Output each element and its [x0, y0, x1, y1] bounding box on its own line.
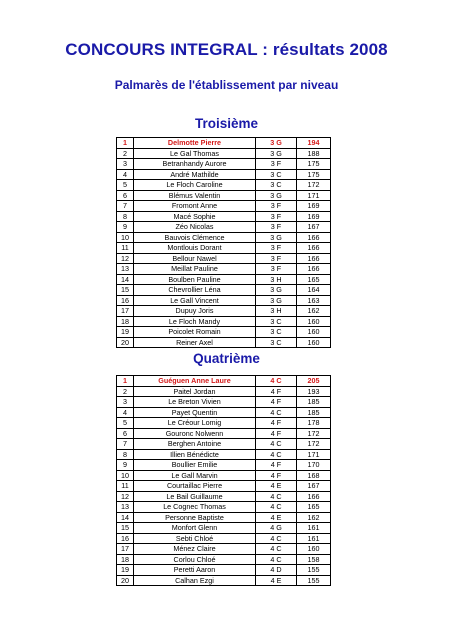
- rank-cell: 14: [117, 274, 134, 285]
- student-name-cell: Sebti Chloé: [134, 533, 256, 544]
- table-row: [117, 386, 331, 397]
- class-cell: 3 F: [256, 201, 297, 212]
- rank-cell: 13: [117, 502, 134, 513]
- class-cell: 4 C: [256, 449, 297, 460]
- table-row: [117, 523, 331, 534]
- score-cell: 185: [297, 397, 331, 408]
- table-row: [117, 211, 331, 222]
- student-name-cell: Meillat Pauline: [134, 264, 256, 275]
- student-name-cell: Poicolet Romain: [134, 327, 256, 338]
- rank-cell: 1: [117, 376, 134, 387]
- table-row: [117, 295, 331, 306]
- student-name-cell: Le Gall Vincent: [134, 295, 256, 306]
- rank-cell: 12: [117, 253, 134, 264]
- table-row: [117, 180, 331, 191]
- class-cell: 4 C: [256, 502, 297, 513]
- student-name-cell: Bauvois Clémence: [134, 232, 256, 243]
- rank-cell: 4: [117, 407, 134, 418]
- score-cell: 158: [297, 554, 331, 565]
- student-name-cell: Le Créour Lomig: [134, 418, 256, 429]
- student-name-cell: Peretti Aaron: [134, 565, 256, 576]
- student-name-cell: Betranhandy Aurore: [134, 159, 256, 170]
- class-cell: 4 F: [256, 428, 297, 439]
- score-cell: 194: [297, 138, 331, 149]
- results-table-quatrieme: [116, 375, 331, 586]
- rank-cell: 1: [117, 138, 134, 149]
- rank-cell: 18: [117, 316, 134, 327]
- student-name-cell: Payet Quentin: [134, 407, 256, 418]
- class-cell: 3 F: [256, 211, 297, 222]
- rank-cell: 18: [117, 554, 134, 565]
- class-cell: 4 E: [256, 481, 297, 492]
- rank-cell: 19: [117, 327, 134, 338]
- table-row: [117, 397, 331, 408]
- results-table-troisieme: [116, 137, 331, 348]
- table-row: [117, 565, 331, 576]
- class-cell: 4 F: [256, 460, 297, 471]
- rank-cell: 7: [117, 201, 134, 212]
- student-name-cell: Illien Bénédicte: [134, 449, 256, 460]
- class-cell: 3 H: [256, 274, 297, 285]
- rank-cell: 16: [117, 533, 134, 544]
- score-cell: 172: [297, 428, 331, 439]
- class-cell: 3 F: [256, 222, 297, 233]
- table-row: [117, 449, 331, 460]
- table-row: [117, 264, 331, 275]
- table-row: [117, 428, 331, 439]
- class-cell: 3 G: [256, 190, 297, 201]
- student-name-cell: Ménez Claire: [134, 544, 256, 555]
- rank-cell: 6: [117, 190, 134, 201]
- score-cell: 161: [297, 523, 331, 534]
- class-cell: 3 G: [256, 285, 297, 296]
- score-cell: 160: [297, 327, 331, 338]
- class-cell: 4 C: [256, 407, 297, 418]
- score-cell: 175: [297, 169, 331, 180]
- score-cell: 165: [297, 502, 331, 513]
- class-cell: 4 C: [256, 554, 297, 565]
- table-row: [117, 253, 331, 264]
- page-subtitle: Palmarès de l'établissement par niveau: [114, 78, 339, 92]
- score-cell: 167: [297, 481, 331, 492]
- class-cell: 4 F: [256, 470, 297, 481]
- score-cell: 185: [297, 407, 331, 418]
- class-cell: 4 E: [256, 512, 297, 523]
- score-cell: 162: [297, 306, 331, 317]
- score-cell: 171: [297, 449, 331, 460]
- rank-cell: 11: [117, 481, 134, 492]
- rank-cell: 12: [117, 491, 134, 502]
- score-cell: 162: [297, 512, 331, 523]
- score-cell: 171: [297, 190, 331, 201]
- class-cell: 4 C: [256, 376, 297, 387]
- page-title: CONCOURS INTEGRAL : résultats 2008: [65, 40, 388, 59]
- rank-cell: 2: [117, 148, 134, 159]
- score-cell: 193: [297, 386, 331, 397]
- table-row: [117, 481, 331, 492]
- student-name-cell: Macé Sophie: [134, 211, 256, 222]
- score-cell: 166: [297, 232, 331, 243]
- class-cell: 3 C: [256, 337, 297, 348]
- student-name-cell: Berghen Antoine: [134, 439, 256, 450]
- rank-cell: 7: [117, 439, 134, 450]
- score-cell: 175: [297, 159, 331, 170]
- student-name-cell: Zéo Nicolas: [134, 222, 256, 233]
- score-cell: 188: [297, 148, 331, 159]
- student-name-cell: Delmotte Pierre: [134, 138, 256, 149]
- score-cell: 155: [297, 565, 331, 576]
- score-cell: 166: [297, 264, 331, 275]
- student-name-cell: Le Gall Marvin: [134, 470, 256, 481]
- score-cell: 170: [297, 460, 331, 471]
- student-name-cell: Montlouis Dorant: [134, 243, 256, 254]
- class-cell: 3 C: [256, 316, 297, 327]
- student-name-cell: Fromont Anne: [134, 201, 256, 212]
- score-cell: 172: [297, 180, 331, 191]
- class-cell: 3 F: [256, 159, 297, 170]
- table-row: [117, 201, 331, 212]
- table-row: [117, 376, 331, 387]
- table-row: [117, 169, 331, 180]
- table-row: [117, 274, 331, 285]
- student-name-cell: Boulben Pauline: [134, 274, 256, 285]
- table-row: [117, 148, 331, 159]
- table-row: [117, 337, 331, 348]
- student-name-cell: Le Floch Mandy: [134, 316, 256, 327]
- score-cell: 160: [297, 544, 331, 555]
- table-row: [117, 159, 331, 170]
- table-row: [117, 243, 331, 254]
- table-row: [117, 554, 331, 565]
- table-row: [117, 190, 331, 201]
- score-cell: 165: [297, 274, 331, 285]
- rank-cell: 16: [117, 295, 134, 306]
- class-cell: 4 D: [256, 565, 297, 576]
- class-cell: 4 C: [256, 544, 297, 555]
- rank-cell: 13: [117, 264, 134, 275]
- class-cell: 3 F: [256, 264, 297, 275]
- student-name-cell: Monfort Glenn: [134, 523, 256, 534]
- table-row: [117, 138, 331, 149]
- rank-cell: 20: [117, 337, 134, 348]
- rank-cell: 8: [117, 449, 134, 460]
- rank-cell: 4: [117, 169, 134, 180]
- score-cell: 178: [297, 418, 331, 429]
- class-cell: 4 E: [256, 575, 297, 586]
- student-name-cell: Personne Baptiste: [134, 512, 256, 523]
- rank-cell: 2: [117, 386, 134, 397]
- rank-cell: 10: [117, 232, 134, 243]
- score-cell: 172: [297, 439, 331, 450]
- student-name-cell: Le Cognec Thomas: [134, 502, 256, 513]
- table-row: [117, 470, 331, 481]
- score-cell: 166: [297, 243, 331, 254]
- student-name-cell: Courtaillac Pierre: [134, 481, 256, 492]
- class-cell: 4 C: [256, 491, 297, 502]
- score-cell: 161: [297, 533, 331, 544]
- class-cell: 3 F: [256, 243, 297, 254]
- class-cell: 3 G: [256, 295, 297, 306]
- student-name-cell: Le Gal Thomas: [134, 148, 256, 159]
- rank-cell: 9: [117, 460, 134, 471]
- class-cell: 4 C: [256, 533, 297, 544]
- student-name-cell: Paitel Jordan: [134, 386, 256, 397]
- table-row: [117, 533, 331, 544]
- student-name-cell: Chevrollier Léna: [134, 285, 256, 296]
- rank-cell: 3: [117, 397, 134, 408]
- rank-cell: 17: [117, 306, 134, 317]
- score-cell: 164: [297, 285, 331, 296]
- rank-cell: 15: [117, 285, 134, 296]
- score-cell: 166: [297, 491, 331, 502]
- class-cell: 3 C: [256, 180, 297, 191]
- score-cell: 168: [297, 470, 331, 481]
- class-cell: 3 C: [256, 169, 297, 180]
- rank-cell: 20: [117, 575, 134, 586]
- student-name-cell: Blémus Valentin: [134, 190, 256, 201]
- student-name-cell: Guéguen Anne Laure: [134, 376, 256, 387]
- student-name-cell: Reiner Axel: [134, 337, 256, 348]
- student-name-cell: André Mathilde: [134, 169, 256, 180]
- rank-cell: 6: [117, 428, 134, 439]
- student-name-cell: Le Floch Caroline: [134, 180, 256, 191]
- student-name-cell: Calhan Ezgi: [134, 575, 256, 586]
- table-row: [117, 575, 331, 586]
- section-heading-troisieme: Troisième: [194, 116, 259, 131]
- class-cell: 4 F: [256, 386, 297, 397]
- rank-cell: 14: [117, 512, 134, 523]
- score-cell: 205: [297, 376, 331, 387]
- table-row: [117, 232, 331, 243]
- table-row: [117, 306, 331, 317]
- student-name-cell: Corlou Chloé: [134, 554, 256, 565]
- student-name-cell: Le Bail Guillaume: [134, 491, 256, 502]
- score-cell: 166: [297, 253, 331, 264]
- score-cell: 160: [297, 316, 331, 327]
- rank-cell: 8: [117, 211, 134, 222]
- table-row: [117, 512, 331, 523]
- class-cell: 3 G: [256, 148, 297, 159]
- table-row: [117, 544, 331, 555]
- table-row: [117, 407, 331, 418]
- score-cell: 169: [297, 201, 331, 212]
- rank-cell: 15: [117, 523, 134, 534]
- student-name-cell: Gouronc Nolwenn: [134, 428, 256, 439]
- rank-cell: 19: [117, 565, 134, 576]
- class-cell: 3 F: [256, 253, 297, 264]
- student-name-cell: Boullier Emilie: [134, 460, 256, 471]
- class-cell: 3 G: [256, 232, 297, 243]
- rank-cell: 11: [117, 243, 134, 254]
- table-row: [117, 491, 331, 502]
- table-row: [117, 285, 331, 296]
- class-cell: 3 C: [256, 327, 297, 338]
- rank-cell: 9: [117, 222, 134, 233]
- rank-cell: 5: [117, 418, 134, 429]
- table-row: [117, 327, 331, 338]
- class-cell: 4 C: [256, 439, 297, 450]
- score-cell: 160: [297, 337, 331, 348]
- score-cell: 155: [297, 575, 331, 586]
- table-row: [117, 439, 331, 450]
- table-row: [117, 502, 331, 513]
- table-row: [117, 460, 331, 471]
- student-name-cell: Le Breton Vivien: [134, 397, 256, 408]
- rank-cell: 10: [117, 470, 134, 481]
- class-cell: 4 G: [256, 523, 297, 534]
- class-cell: 3 G: [256, 138, 297, 149]
- class-cell: 4 F: [256, 418, 297, 429]
- section-heading-quatrieme: Quatrième: [193, 351, 260, 366]
- score-cell: 169: [297, 211, 331, 222]
- rank-cell: 17: [117, 544, 134, 555]
- class-cell: 4 F: [256, 397, 297, 408]
- student-name-cell: Dupuy Joris: [134, 306, 256, 317]
- rank-cell: 3: [117, 159, 134, 170]
- table-row: [117, 316, 331, 327]
- score-cell: 167: [297, 222, 331, 233]
- class-cell: 3 H: [256, 306, 297, 317]
- table-row: [117, 222, 331, 233]
- rank-cell: 5: [117, 180, 134, 191]
- table-row: [117, 418, 331, 429]
- student-name-cell: Bellour Nawel: [134, 253, 256, 264]
- score-cell: 163: [297, 295, 331, 306]
